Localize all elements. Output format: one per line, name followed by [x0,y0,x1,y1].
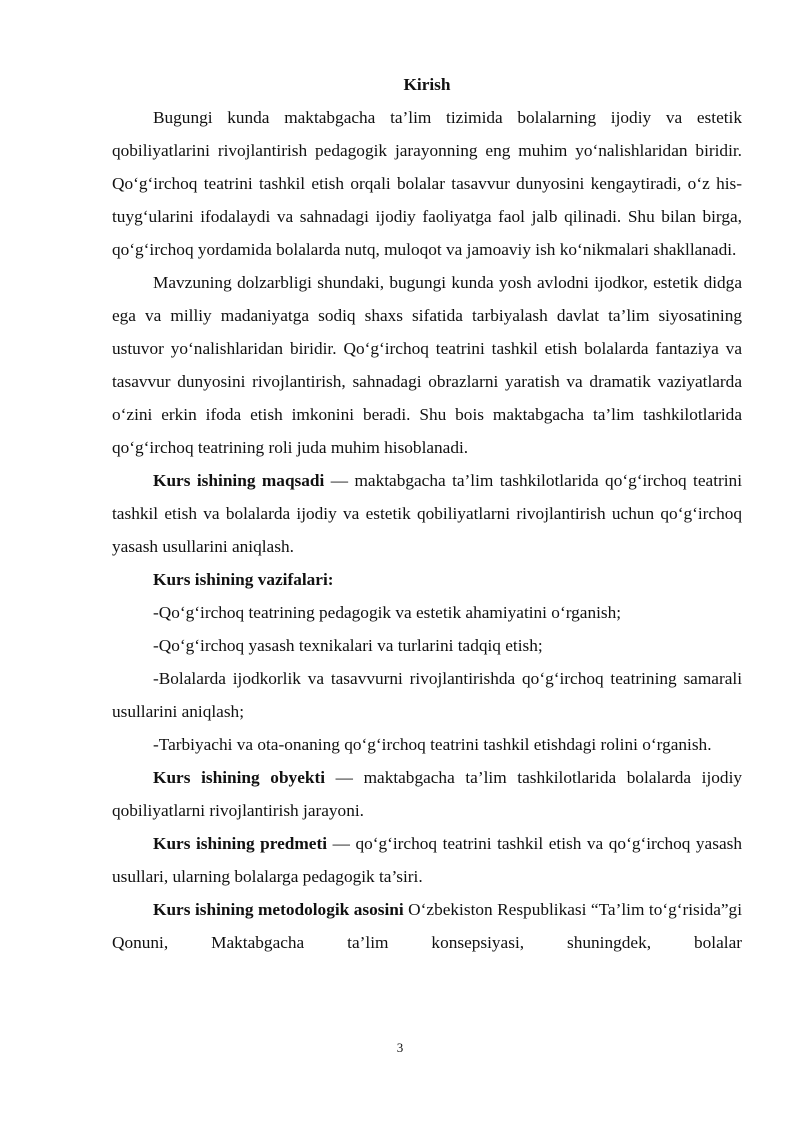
paragraph-lead: Kurs ishining predmeti [153,834,328,853]
paragraph-text: Mavzuning dolzarbligi shundaki, bugungi kunda yosh avlodni ijodkor, estetik didga ega va milliy madaniyatga sodiq shaxs sifatida tarbiyalash davlat ta’lim siyosatining ustuvor yo‘nalishlaridan biridir. Qo‘g‘irchoq teatrini tashkil etish bolalarda fantaziya va tasavvur dunyosini rivojlantirish, sahnadagi obrazlarni yaratish va dramatik vaziyatlarda o‘zini erkin ifoda etish imkonini beradi. Shu bois maktabgacha ta’lim tashkilotlarida qo‘g‘irchoq teatrining roli juda muhim hisoblanadi. [112,273,742,457]
paragraph-lead: Kurs ishining metodologik asosini [153,900,404,919]
paragraph-text: -Tarbiyachi va ota-onaning qo‘g‘irchoq teatrini tashkil etishdagi rolini o‘rganish. [153,735,712,754]
section-title: Kirish [403,75,451,94]
paragraph-text: -Qo‘g‘irchoq yasash texnikalari va turlarini tadqiq etish; [153,636,543,655]
paragraph-relevance [112,266,742,464]
paragraph-text: — maktabgacha ta’lim tashkilotlarida qo‘g‘irchoq teatrini tashkil etish va bolalarda ijodiy va estetik qobiliyatlarni rivojlantirish uchun qo‘g‘irchoq yasash usullarini aniqlash. [112,471,743,556]
paragraph-text: -Qo‘g‘irchoq teatrining pedagogik va estetik ahamiyatini o‘rganish; [153,603,622,622]
page-number: 3 [396,1040,404,1055]
paragraph-text: — maktabgacha ta’lim tashkilotlarida bolalarda ijodiy qobiliyatlarni rivojlantirish jarayoni. [112,768,743,820]
paragraph-object [112,761,742,827]
paragraph-goal [112,464,742,563]
task-item [112,728,742,761]
paragraph-text: -Bolalarda ijodkorlik va tasavvurni rivojlantirishda qo‘g‘irchoq teatrining samarali usullarini aniqlash; [112,669,742,721]
page-body [112,68,742,959]
paragraph-subject [112,827,742,893]
paragraph-text: — qo‘g‘irchoq teatrini tashkil etish va qo‘g‘irchoq yasash usullari, ularning bolalarga pedagogik ta’siri. [112,834,742,886]
paragraph-intro [112,101,742,266]
paragraph-text: Bugungi kunda maktabgacha ta’lim tizimida bolalarning ijodiy va estetik qobiliyatlarini rivojlantirish pedagogik jarayonning eng muhim yo‘nalishlaridan biridir. Qo‘g‘irchoq teatrini tashkil etish orqali bolalar tasavvur dunyosini kengaytiradi, o‘z his-tuyg‘ularini ifodalaydi va sahnadagi ijodiy faoliyatga faol jalb qilinadi. Shu bilan birga, qo‘g‘irchoq yordamida bolalarda nutq, muloqot va jamoaviy ish ko‘nikmalari shakllanadi. [112,108,742,259]
paragraph-text: O‘zbekiston Respublikasi “Ta’lim to‘g‘risida”gi Qonuni, Maktabgacha ta’lim konsepsiyasi, shuningdek, bolalar [112,900,742,952]
task-item [112,662,742,728]
task-item [112,596,742,629]
task-item [112,629,742,662]
paragraph-tasks-heading [112,563,742,596]
paragraph-lead: Kurs ishining vazifalari: [153,570,334,589]
paragraph-lead: Kurs ishining maqsadi [153,471,325,490]
paragraph-methodology [112,893,742,959]
paragraph-lead: Kurs ishining obyekti [153,768,326,787]
